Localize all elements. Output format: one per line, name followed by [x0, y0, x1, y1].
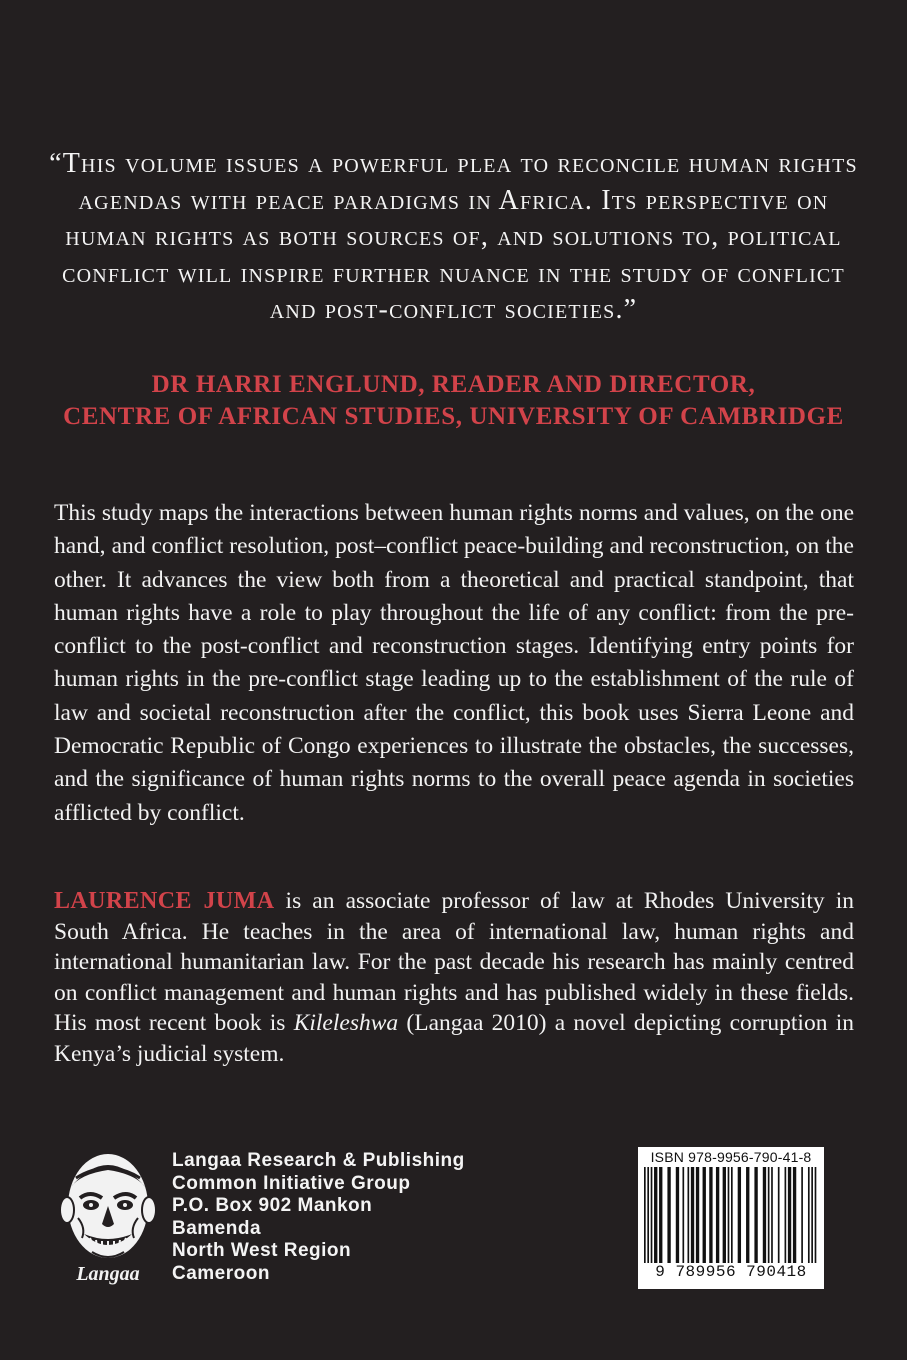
barcode-bar: [688, 1167, 690, 1263]
barcode-bar: [788, 1167, 791, 1263]
barcode-bar: [785, 1167, 787, 1263]
barcode-bar: [659, 1167, 662, 1263]
bio-book-title: Kileleshwa: [293, 1010, 399, 1036]
publisher-line-6: Cameroon: [172, 1262, 270, 1284]
barcode-bar: [691, 1167, 694, 1263]
logo-label: Langaa: [76, 1263, 140, 1285]
barcode-bar: [667, 1167, 670, 1263]
barcode-bar: [723, 1167, 726, 1263]
attribution-line-1: DR HARRI ENGLUND, READER AND DIRECTOR,: [151, 371, 756, 398]
publisher-line-5: North West Region: [172, 1240, 352, 1262]
publisher-line-3: P.O. Box 902 Mankon: [172, 1195, 373, 1217]
attribution-line-2: CENTRE OF AFRICAN STUDIES, UNIVERSITY OF CAMBRIDGE: [63, 403, 844, 430]
barcode-bar: [682, 1167, 684, 1263]
author-name: LAURENCE JUMA: [54, 888, 275, 914]
barcode-bar: [647, 1167, 649, 1263]
book-description: This study maps the interactions between human rights norms and values, on the one hand, and conflict resolution, post–conflict peace-building and reconstruction, on the other. It advances the view both from a theoretical and practical standpoint, that human rights have a role to play throughout the life of any conflict: from the pre-conflict to the post-conflict and reconstruction stages. Identifying entry points for human rights in the pre-conflict stage leading up to the establishment of the rule of law and societal reconstruction after the conflict, this book uses Sierra Leone and Democratic Republic of Congo experiences to illustrate the obstacles, the successes, and the significance of human rights norms to the overall peace agenda in societies afflicted by conflict.: [54, 500, 854, 826]
barcode-bar: [793, 1167, 796, 1263]
barcode-bar: [709, 1167, 712, 1263]
barcode-bar: [651, 1167, 653, 1263]
barcode-bar: [676, 1167, 679, 1263]
barcode-bar: [746, 1167, 749, 1263]
publisher-address: [172, 1150, 465, 1286]
barcode-bar: [716, 1167, 719, 1263]
barcode-bar: [703, 1167, 706, 1263]
barcode-digits: 9 789956 790418: [655, 1263, 807, 1281]
barcode-bar: [754, 1167, 757, 1263]
barcode-bar: [811, 1167, 813, 1263]
bio-text-before: is an associate professor of law at Rhodes University in South Africa. He teaches in the area of international law, human rights and international humanitarian law. For the past decade his research has mainly centred on conflict management and human rights and has published widely in these fields. His most recent book is: [54, 888, 855, 1036]
endorsement-attribution: [40, 369, 867, 433]
barcode-bar: [768, 1167, 770, 1263]
barcode-bar: [808, 1167, 810, 1263]
barcode-bar: [763, 1167, 766, 1263]
publisher-logo: [56, 1148, 160, 1288]
barcode-bar: [696, 1167, 699, 1263]
barcode-bar: [771, 1167, 773, 1263]
barcode-bar: [815, 1167, 817, 1263]
barcode-bars: [644, 1167, 818, 1263]
barcode-bar: [738, 1167, 741, 1263]
bio-text-after: (Langaa 2010) a novel depicting corruption in Kenya’s judicial system.: [54, 1010, 854, 1067]
barcode-bar: [801, 1167, 803, 1263]
endorsement-quote: “This volume issues a powerful plea to reconcile human rights agendas with peace paradigms in Africa. Its perspective on human rights as both sources of, and solutions to, political conflict will inspire further nuance in the study of conflict and post-conflict societies.”: [49, 148, 858, 325]
publisher-line-2: Common Initiative Group: [172, 1172, 411, 1194]
barcode-bar: [654, 1167, 657, 1263]
isbn-barcode: [638, 1147, 824, 1289]
publisher-line-1: Langaa Research & Publishing: [172, 1150, 465, 1171]
author-bio: [54, 886, 854, 1069]
publisher-line-4: Bamenda: [172, 1217, 262, 1239]
barcode-bar: [731, 1167, 733, 1263]
barcode-bar: [778, 1167, 780, 1263]
isbn-label: ISBN 978-9956-790-41-8: [650, 1149, 812, 1165]
mask-face-icon: [56, 1148, 160, 1288]
barcode-bar: [644, 1167, 646, 1263]
barcode-bar: [728, 1167, 730, 1263]
